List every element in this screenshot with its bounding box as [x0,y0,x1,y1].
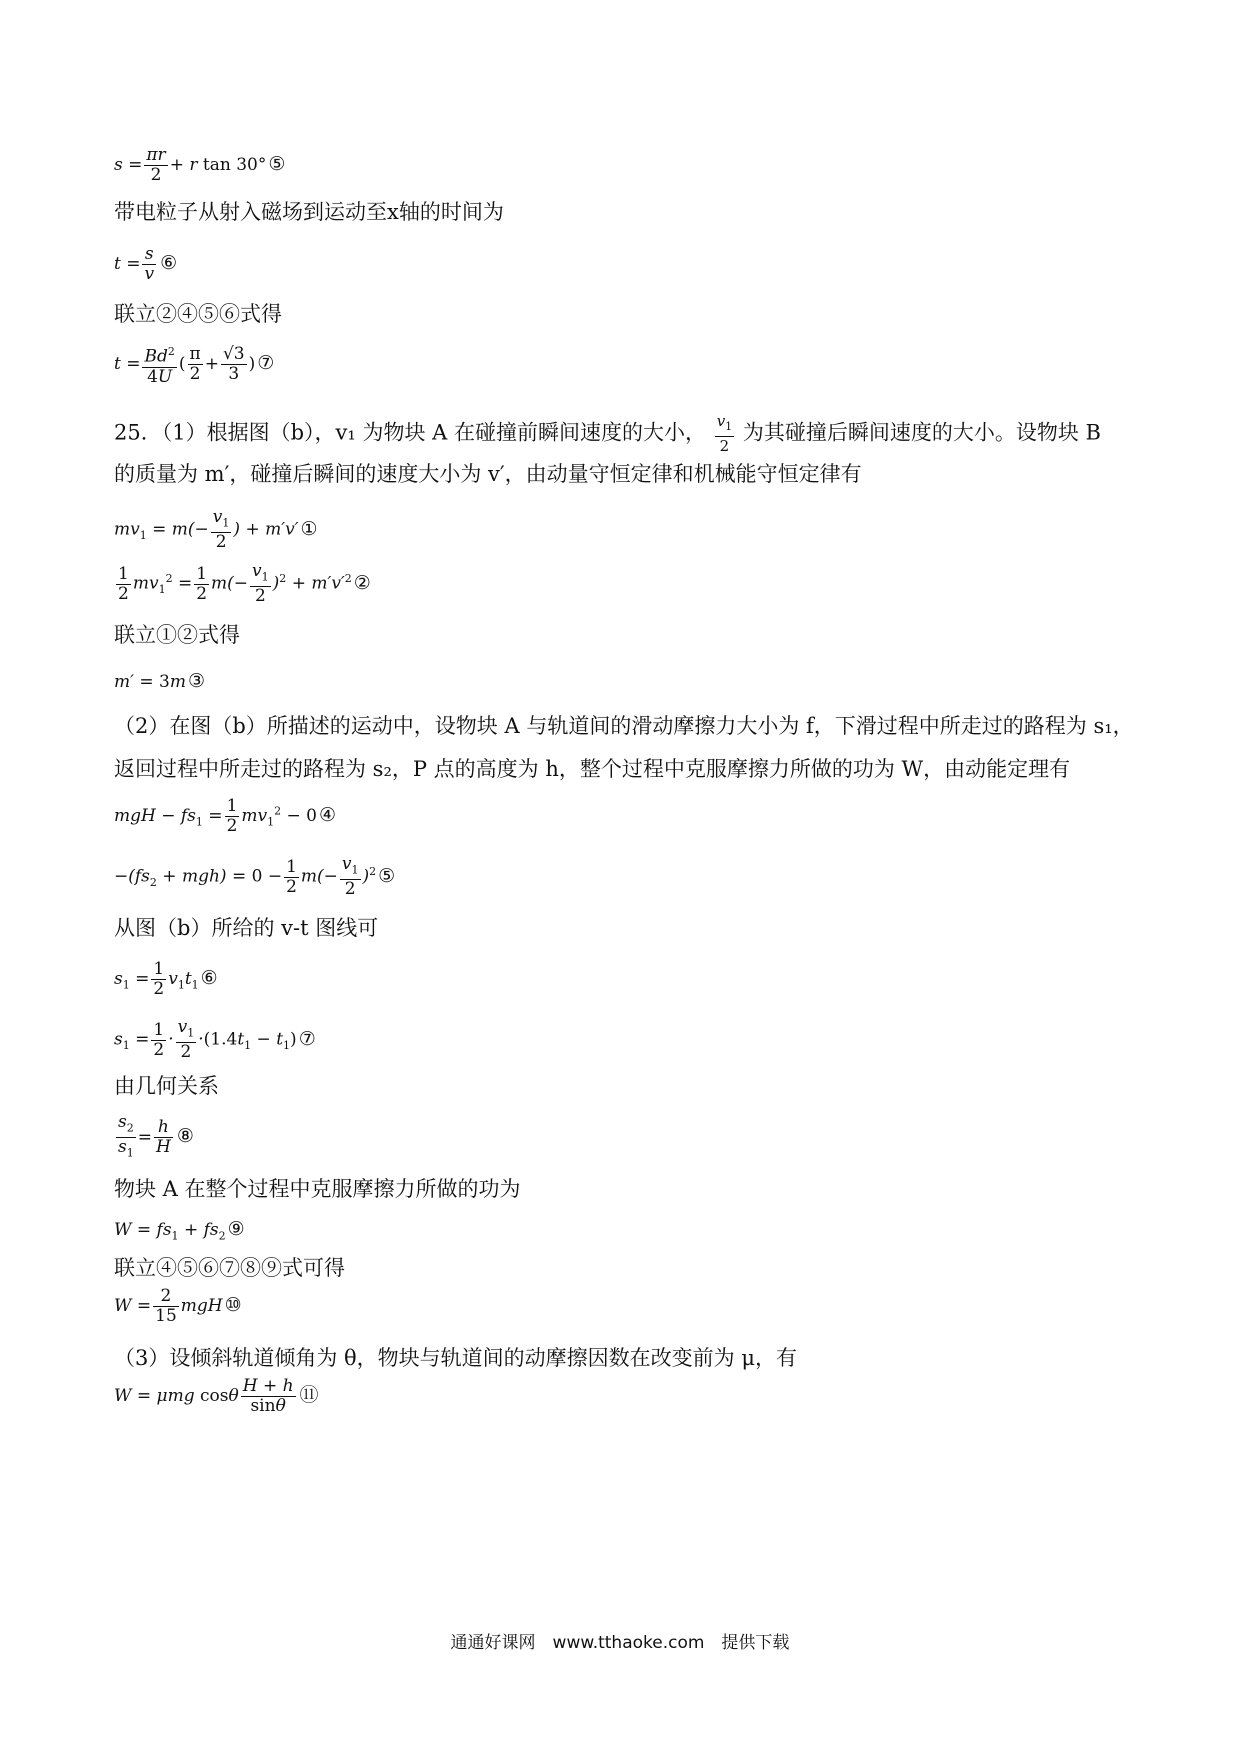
equation-8: $\frac{s_2}{s_1}$ = $\frac{h}{H}$ ⑧ [118,1112,194,1160]
equation-7: t = $\frac{Bd^2}{4U}$ ( $\frac{\pi}{2}$ + $\frac{√3}{3}$ ) ⑦ [114,343,275,387]
equation-2: $\frac{1}{2}$ $mv_1^2$ = $\frac{1}{2}$ m(− $\frac{v_1}{2}$ )$^2 + m'v'^2$ ② [118,561,371,607]
paragraph-combine-2: 联立①②式得 [114,623,240,647]
paragraph-work: 物块 A 在整个过程中克服摩擦力所做的功为 [114,1177,521,1201]
equation-5b: $-(fs_2 + mgh) = 0$ − $\frac{1}{2}$ m(− $\frac{v_1}{2}$ )$^2$ ⑤ [114,854,396,900]
paragraph-combine-1: 联立②④⑤⑥式得 [114,302,282,326]
equation-1: $mv_1 = m(-$ $\frac{v_1}{2}$ ) + m′v′ ① [114,507,318,553]
equation-11: W = μmg cosθ $\frac{H + h}{\sin\theta}$ ⑪ [114,1376,319,1416]
equation-7b: $s_1$ = $\frac{1}{2}$ · $\frac{v_1}{2}$ $\cdot(1.4t_1 - t_1)$ ⑦ [114,1017,316,1063]
fraction: $\frac{\pi r}{2}$ [146,145,166,185]
page-footer: 通通好课网 www.tthaoke.com 提供下载 [450,1633,790,1653]
equation-6b: $s_1$ = $\frac{1}{2}$ $v_1t_1$ ⑥ [114,959,218,999]
paragraph-combine-3: 联立④⑤⑥⑦⑧⑨式可得 [114,1256,345,1280]
question-25-part1-line2: 的质量为 m′，碰撞后瞬间的速度大小为 v′，由动量守恒定律和机械能守恒定律有 [114,462,862,486]
paragraph-geometry: 由几何关系 [114,1074,219,1098]
question-25-part2-line1: （2）在图（b）所描述的运动中，设物块 A 与轨道间的滑动摩擦力大小为 f，下滑过程中所走过的路程为 s₁， [114,714,1134,738]
equation-6: t = $\frac{s}{v}$ ⑥ [114,244,178,284]
equation-4: mgH − $fs_1$ = $\frac{1}{2}$ $mv_1^2 - 0$ ④ [114,796,337,836]
question-25-part2-line2: 返回过程中所走过的路程为 s₂，P 点的高度为 h，整个过程中克服摩擦力所做的功为 W，由动能定理有 [114,757,1071,781]
paragraph-time-intro: 带电粒子从射入磁场到运动至x轴的时间为 [114,200,504,224]
equation-10: W = $\frac{2}{15}$ mgH ⑩ [114,1286,242,1326]
equation-5: s = $\frac{\pi r}{2}$ + r tan 30° ⑤ [114,145,286,185]
paragraph-vt-graph: 从图（b）所给的 v-t 图线可 [114,916,379,940]
fraction-v1-over-2: $\frac{v_1}{2}$ [716,412,733,455]
equation-3: m′ = 3m ③ [114,670,206,692]
equation-9: $W = fs_1 + fs_2$ ⑨ [114,1218,245,1243]
question-25-part1-line1: 25．（1）根据图（b），v₁ 为物块 A 在碰撞前瞬间速度的大小， $\frac{v_1}{2}$ 为其碰撞后瞬间速度的大小。设物块 B [114,412,1101,455]
question-25-part3: （3）设倾斜轨道倾角为 θ，物块与轨道间的动摩擦因数在改变前为 μ，有 [114,1346,797,1370]
